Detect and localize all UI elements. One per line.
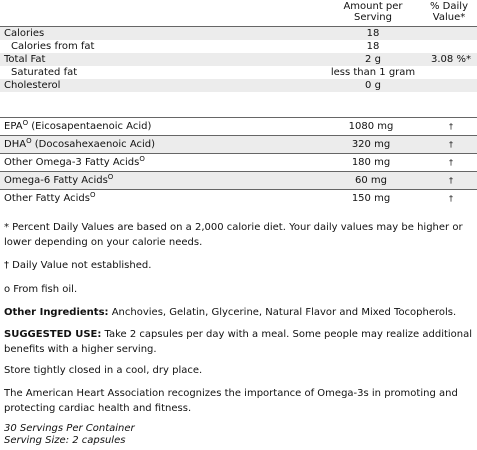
other-ingredients	[4, 305, 474, 320]
acid-full-name: (Docosahexaenoic Acid)	[31, 139, 156, 150]
acid-name: EPA	[4, 121, 23, 132]
percent-daily-value-note: * Percent Daily Values are based on a 2,000 calorie diet. Your daily values may be higher or lower depending on your calorie needs.	[4, 222, 463, 248]
amount-per-serving-header	[318, 1, 428, 23]
acid-name: Omega-6 Fatty Acids	[4, 175, 108, 186]
nutrition-row-total-fat	[0, 53, 477, 66]
fatty-acid-row-dha	[0, 135, 477, 154]
dv-header-line2: Value*	[432, 12, 466, 23]
row-label	[4, 139, 155, 151]
nutrition-row-calories	[0, 26, 477, 40]
fatty-acid-row-other-omega-3	[0, 153, 477, 172]
fish-oil-marker: O	[26, 137, 32, 145]
daily-value-header	[418, 1, 477, 23]
row-amount: 1080 mg	[348, 121, 394, 132]
dagger-marker: †	[449, 122, 453, 131]
nutrition-row-cholesterol	[0, 79, 477, 92]
fish-oil-marker: O	[22, 119, 29, 127]
acid-full-name: (Eicosapentaenoic Acid)	[28, 121, 152, 132]
fatty-acid-row-omega-6	[0, 171, 477, 190]
row-daily-value: 3.08 %*	[431, 54, 471, 65]
nutrition-row-saturated-fat	[0, 66, 477, 79]
row-label	[4, 175, 113, 187]
acid-name: Other Omega-3 Fatty Acids	[4, 157, 140, 168]
row-amount: 150 mg	[351, 193, 391, 204]
servings-per-container: 30 Servings Per Container	[4, 423, 135, 434]
suggested-use	[4, 327, 474, 357]
row-amount: 180 mg	[351, 157, 391, 168]
row-label: Cholesterol	[4, 80, 61, 91]
dagger-marker: †	[449, 194, 453, 203]
row-label: Calories from fat	[11, 41, 95, 52]
fish-oil-marker: O	[139, 155, 145, 163]
suggested-use-label: SUGGESTED USE:	[4, 329, 102, 340]
amount-header-line2: Serving	[354, 12, 392, 23]
suggested-use-text: Take 2 capsules per day with a meal. Some people may realize additional benefits with a higher serving.	[4, 329, 473, 355]
row-label	[4, 193, 96, 205]
storage-note: Store tightly closed in a cool, dry place.	[4, 365, 203, 376]
row-label: Total Fat	[4, 54, 46, 65]
fatty-acid-row-epa	[0, 117, 477, 136]
dagger-marker: †	[449, 158, 453, 167]
dv-header-line1: % Daily	[430, 1, 468, 12]
other-ingredients-label: Other Ingredients:	[4, 307, 109, 318]
row-label	[4, 121, 151, 133]
fish-oil-marker: O	[89, 191, 96, 199]
row-amount: 60 mg	[355, 175, 387, 186]
row-label	[4, 157, 145, 169]
amount-header-line1: Amount per	[343, 1, 403, 12]
nutrition-row-calories-from-fat	[0, 40, 477, 53]
serving-size: Serving Size: 2 capsules	[4, 435, 126, 446]
fatty-acid-row-other-fatty-acids	[0, 189, 477, 208]
row-amount: 320 mg	[351, 139, 391, 150]
row-label: Calories	[4, 28, 45, 39]
other-ingredients-text: Anchovies, Gelatin, Glycerine, Natural Flavor and Mixed Tocopherols.	[108, 307, 457, 318]
acid-name: Other Fatty Acids	[4, 193, 90, 204]
row-label: Saturated fat	[11, 67, 78, 78]
daily-value-not-established-note: † Daily Value not established.	[4, 260, 152, 271]
row-amount: 2 g	[365, 54, 381, 65]
row-amount: less than 1 gram	[330, 67, 416, 78]
fish-oil-marker: O	[107, 173, 114, 181]
row-amount: 0 g	[365, 80, 381, 91]
american-heart-association-note: The American Heart Association recognizes the importance of Omega-3s in promoting and protecting cardiac health and fitness.	[4, 388, 458, 414]
dagger-marker: †	[449, 176, 453, 185]
dagger-marker: †	[449, 140, 453, 149]
row-amount: 18	[366, 28, 380, 39]
row-amount: 18	[366, 41, 380, 52]
fish-oil-note: o From fish oil.	[4, 284, 78, 295]
acid-name: DHA	[4, 139, 27, 150]
